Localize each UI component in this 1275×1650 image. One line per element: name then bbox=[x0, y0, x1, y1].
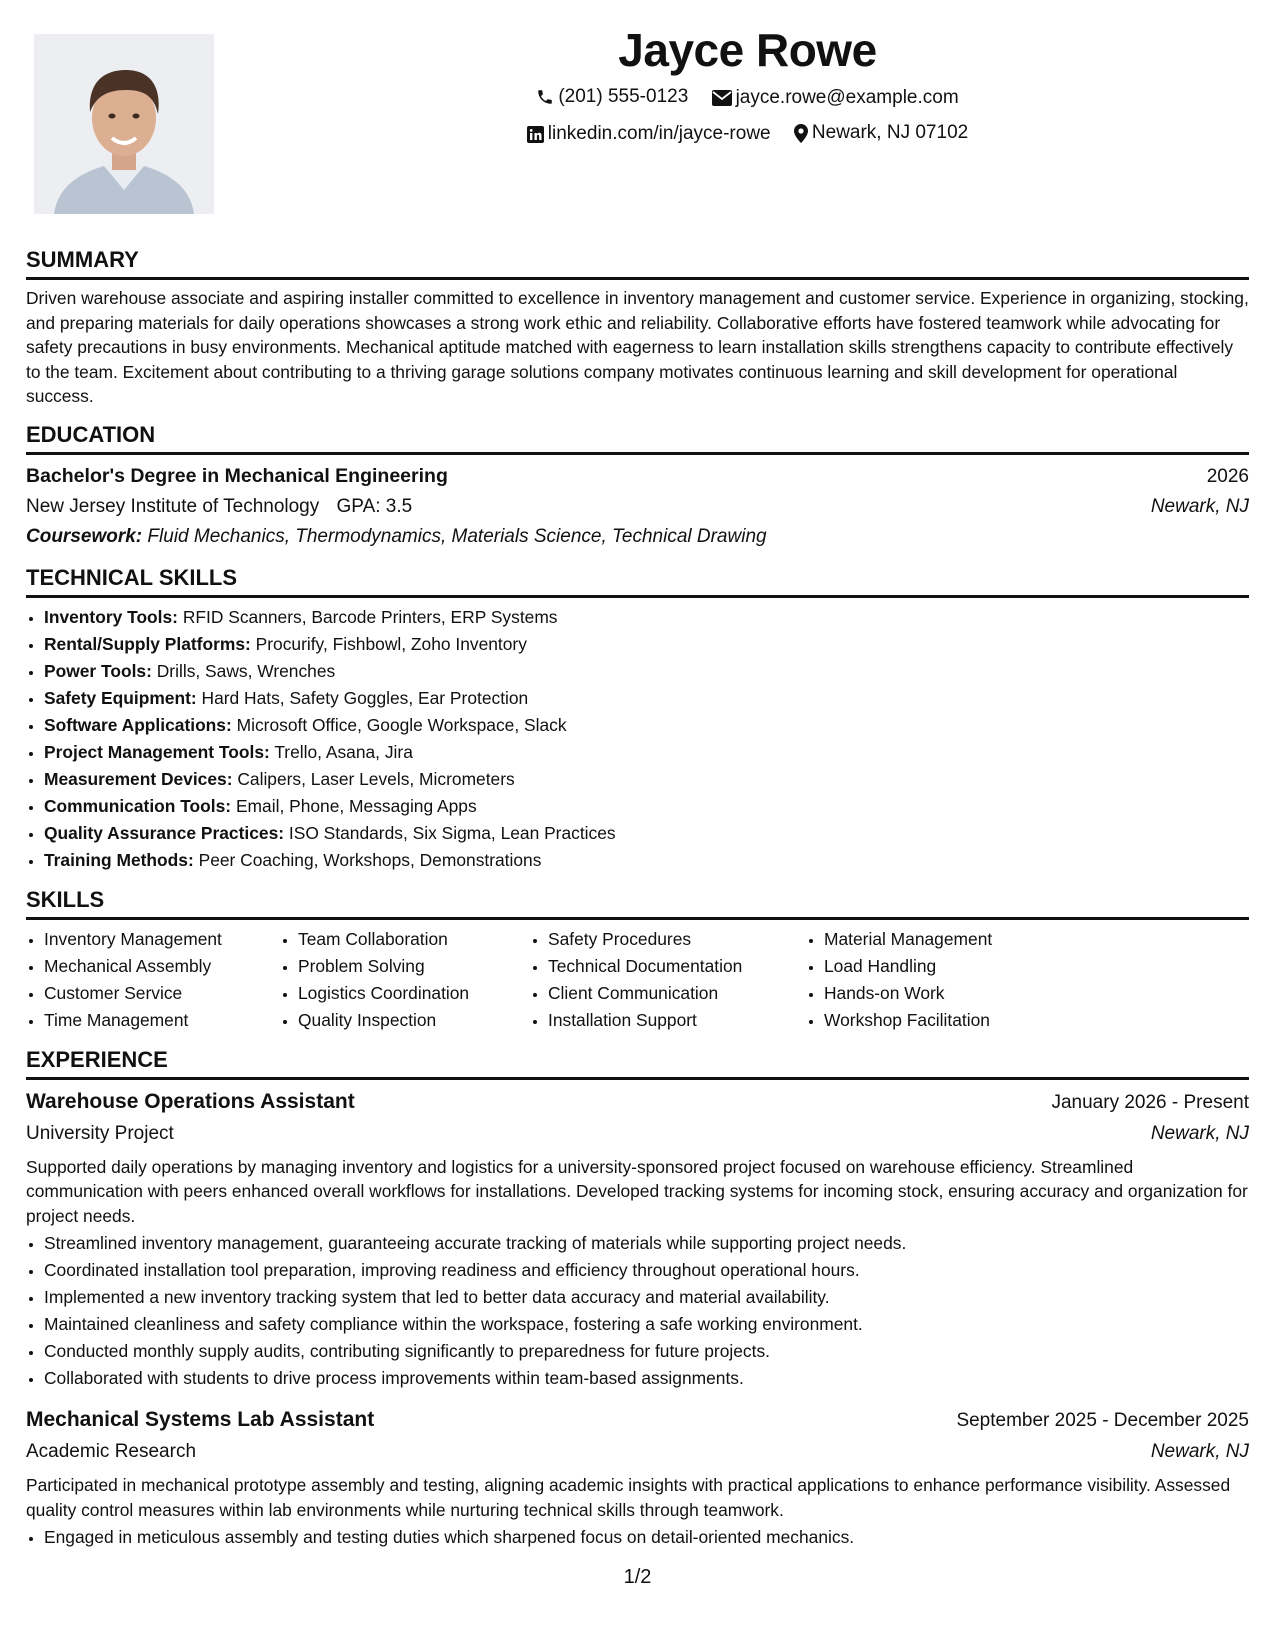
job-bullet: • Collaborated with students to drive process improvements within team-based assignments. bbox=[44, 1365, 1249, 1392]
skill-item: • Client Communication bbox=[548, 980, 806, 1007]
job-dates: September 2025 - December 2025 bbox=[956, 1410, 1249, 1431]
email-text: jayce.rowe@example.com bbox=[735, 87, 959, 108]
skill-item: • Installation Support bbox=[548, 1007, 806, 1034]
skill-item: • Workshop Facilitation bbox=[824, 1007, 1064, 1034]
job-bullet: • Implemented a new inventory tracking system that led to better data accuracy and material availability. bbox=[44, 1284, 1249, 1311]
technical-skills-heading: TECHNICAL SKILLS bbox=[26, 564, 1249, 598]
technical-skill-item bbox=[44, 658, 1249, 685]
location-text: Newark, NJ 07102 bbox=[811, 122, 969, 143]
technical-skill-item bbox=[44, 604, 1249, 631]
skill-item: • Mechanical Assembly bbox=[44, 953, 280, 980]
skill-label: Software Applications: bbox=[44, 714, 232, 735]
skill-label: Quality Assurance Practices: bbox=[44, 822, 285, 843]
phone-contact[interactable] bbox=[536, 84, 688, 110]
coursework-label: Coursework: bbox=[26, 525, 143, 547]
profile-photo bbox=[34, 34, 214, 214]
skill-value: Drills, Saws, Wrenches bbox=[156, 660, 336, 681]
job-org-row bbox=[26, 1437, 1249, 1467]
technical-skill-item bbox=[44, 739, 1249, 766]
linkedin-text: linkedin.com/in/jayce-rowe bbox=[547, 123, 771, 144]
technical-skill-item bbox=[44, 766, 1249, 793]
job-dates: January 2026 - Present bbox=[1051, 1091, 1249, 1113]
skill-value: Calipers, Laser Levels, Micrometers bbox=[237, 768, 515, 789]
technical-skill-item bbox=[44, 847, 1249, 874]
education-heading: EDUCATION bbox=[26, 421, 1249, 455]
resume-content bbox=[26, 246, 1249, 1563]
skills-column-2 bbox=[280, 926, 530, 1034]
job-description: Supported daily operations by managing inventory and logistics for a university-sponsored project focused on warehouse efficiency. Streamlined communication with peers enhanced overall workflows for installations. Developed tracking systems for incoming stock, ensuring accuracy and organization for project needs. bbox=[26, 1156, 1248, 1226]
skill-item: • Material Management bbox=[824, 926, 1064, 953]
skill-item: • Inventory Management bbox=[44, 926, 280, 953]
experience-section bbox=[26, 1046, 1249, 1552]
job-title: Warehouse Operations Assistant bbox=[26, 1089, 355, 1113]
resume-header bbox=[220, 22, 1275, 151]
gpa: GPA: 3.5 bbox=[336, 495, 413, 517]
technical-skill-item bbox=[44, 685, 1249, 712]
skill-item: • Safety Procedures bbox=[548, 926, 806, 953]
degree-title: Bachelor's Degree in Mechanical Engineering bbox=[26, 464, 448, 487]
technical-skill-item bbox=[44, 820, 1249, 847]
summary-section bbox=[26, 246, 1249, 409]
job-title-row bbox=[26, 1404, 1249, 1437]
candidate-name: Jayce Rowe bbox=[618, 24, 877, 76]
skill-item: • Hands-on Work bbox=[824, 980, 1064, 1007]
job-org-row bbox=[26, 1119, 1249, 1149]
skills-column-1 bbox=[26, 926, 280, 1034]
job-org: University Project bbox=[26, 1122, 174, 1144]
technical-skills-list bbox=[26, 604, 1249, 874]
linkedin-icon bbox=[527, 126, 544, 143]
skill-item: • Quality Inspection bbox=[298, 1007, 530, 1034]
skill-label: Communication Tools: bbox=[44, 795, 232, 816]
job-title: Mechanical Systems Lab Assistant bbox=[26, 1408, 375, 1431]
contact-line-2 bbox=[220, 120, 1275, 151]
skill-item: • Load Handling bbox=[824, 953, 1064, 980]
skills-grid bbox=[26, 926, 1249, 1034]
skill-label: Safety Equipment: bbox=[44, 687, 197, 708]
degree-row bbox=[26, 461, 1249, 492]
skill-value: Hard Hats, Safety Goggles, Ear Protection bbox=[201, 687, 529, 708]
technical-skill-item bbox=[44, 631, 1249, 658]
skill-item: • Logistics Coordination bbox=[298, 980, 530, 1007]
skill-label: Measurement Devices: bbox=[44, 768, 233, 789]
technical-skill-item bbox=[44, 712, 1249, 739]
skill-item: • Technical Documentation bbox=[548, 953, 806, 980]
job-bullet: • Maintained cleanliness and safety compliance within the workspace, fostering a safe working environment. bbox=[44, 1311, 1249, 1338]
skill-label: Power Tools: bbox=[44, 660, 152, 681]
summary-heading: SUMMARY bbox=[26, 246, 1249, 280]
skill-item: • Customer Service bbox=[44, 980, 280, 1007]
skills-column-4 bbox=[806, 926, 1064, 1034]
job-bullet: • Coordinated installation tool preparation, improving readiness and efficiency throughout operational hours. bbox=[44, 1257, 1249, 1284]
page-number: 1/2 bbox=[623, 1566, 652, 1588]
job-bullets bbox=[26, 1524, 1249, 1551]
phone-text: (201) 555-0123 bbox=[558, 86, 689, 107]
skill-label: Project Management Tools: bbox=[44, 741, 270, 762]
skills-heading: SKILLS bbox=[26, 886, 1249, 920]
coursework-row bbox=[26, 522, 1249, 552]
job-location: Newark, NJ bbox=[1150, 1122, 1249, 1144]
technical-skills-section bbox=[26, 564, 1249, 874]
education-section bbox=[26, 421, 1249, 552]
school-location: Newark, NJ bbox=[1150, 495, 1249, 517]
coursework-list: Fluid Mechanics, Thermodynamics, Materials Science, Technical Drawing bbox=[147, 525, 767, 547]
skill-value: ISO Standards, Six Sigma, Lean Practices bbox=[288, 822, 616, 843]
skill-value: Procurify, Fishbowl, Zoho Inventory bbox=[255, 633, 527, 654]
envelope-icon bbox=[712, 90, 732, 106]
technical-skill-item bbox=[44, 793, 1249, 820]
contact-line-1 bbox=[220, 84, 1275, 114]
job-bullet: • Engaged in meticulous assembly and testing duties which sharpened focus on detail-oriented mechanics. bbox=[44, 1524, 1249, 1551]
skill-label: Training Methods: bbox=[44, 849, 194, 870]
skill-item: • Time Management bbox=[44, 1007, 280, 1034]
summary-text: Driven warehouse associate and aspiring installer committed to excellence in inventory management and customer service. Experience in organizing, stocking, and preparing materials for daily operations showcases a strong work ethic and reliability. Collaborative efforts have fostered teamwork while advocating for safety precautions in busy environments. Mechanical aptitude matched with eagerness to learn installation skills strengthens capacity to contribute effectively to the team. Excitement about contributing to a thriving garage solutions company motivates continuous learning and skill development for operational success. bbox=[26, 288, 1249, 406]
skill-item: • Team Collaboration bbox=[298, 926, 530, 953]
email-contact[interactable] bbox=[712, 85, 959, 111]
graduation-year: 2026 bbox=[1206, 465, 1249, 487]
school-row bbox=[26, 492, 1249, 522]
location-contact bbox=[794, 120, 968, 146]
skill-value: RFID Scanners, Barcode Printers, ERP Systems bbox=[182, 606, 558, 627]
experience-entry bbox=[26, 1086, 1249, 1393]
skill-value: Microsoft Office, Google Workspace, Slack bbox=[236, 714, 567, 735]
experience-heading: EXPERIENCE bbox=[26, 1046, 1249, 1080]
experience-entry bbox=[26, 1404, 1249, 1551]
school-name: New Jersey Institute of Technology bbox=[26, 495, 320, 517]
job-bullets bbox=[26, 1230, 1249, 1392]
skill-value: Peer Coaching, Workshops, Demonstrations bbox=[198, 849, 542, 870]
job-description: Participated in mechanical prototype assembly and testing, aligning academic insights with practical applications to enhance performance visibility. Assessed quality control measures within lab environments while nurturing technical skills through teamwork. bbox=[26, 1475, 1231, 1520]
job-location: Newark, NJ bbox=[1150, 1441, 1249, 1462]
skill-value: Email, Phone, Messaging Apps bbox=[235, 795, 477, 816]
skill-label: Inventory Tools: bbox=[44, 606, 178, 627]
skill-value: Trello, Asana, Jira bbox=[274, 741, 413, 762]
skills-column-3 bbox=[530, 926, 806, 1034]
skill-label: Rental/Supply Platforms: bbox=[44, 633, 251, 654]
linkedin-contact[interactable] bbox=[527, 121, 771, 147]
map-pin-icon bbox=[794, 124, 808, 143]
job-bullet: • Streamlined inventory management, guaranteeing accurate tracking of materials while supporting project needs. bbox=[44, 1230, 1249, 1257]
skill-item: • Problem Solving bbox=[298, 953, 530, 980]
job-bullet: • Conducted monthly supply audits, contributing significantly to preparedness for future projects. bbox=[44, 1338, 1249, 1365]
phone-icon bbox=[536, 88, 554, 106]
skills-section bbox=[26, 886, 1249, 1034]
job-title-row bbox=[26, 1086, 1249, 1119]
job-org: Academic Research bbox=[26, 1441, 197, 1462]
